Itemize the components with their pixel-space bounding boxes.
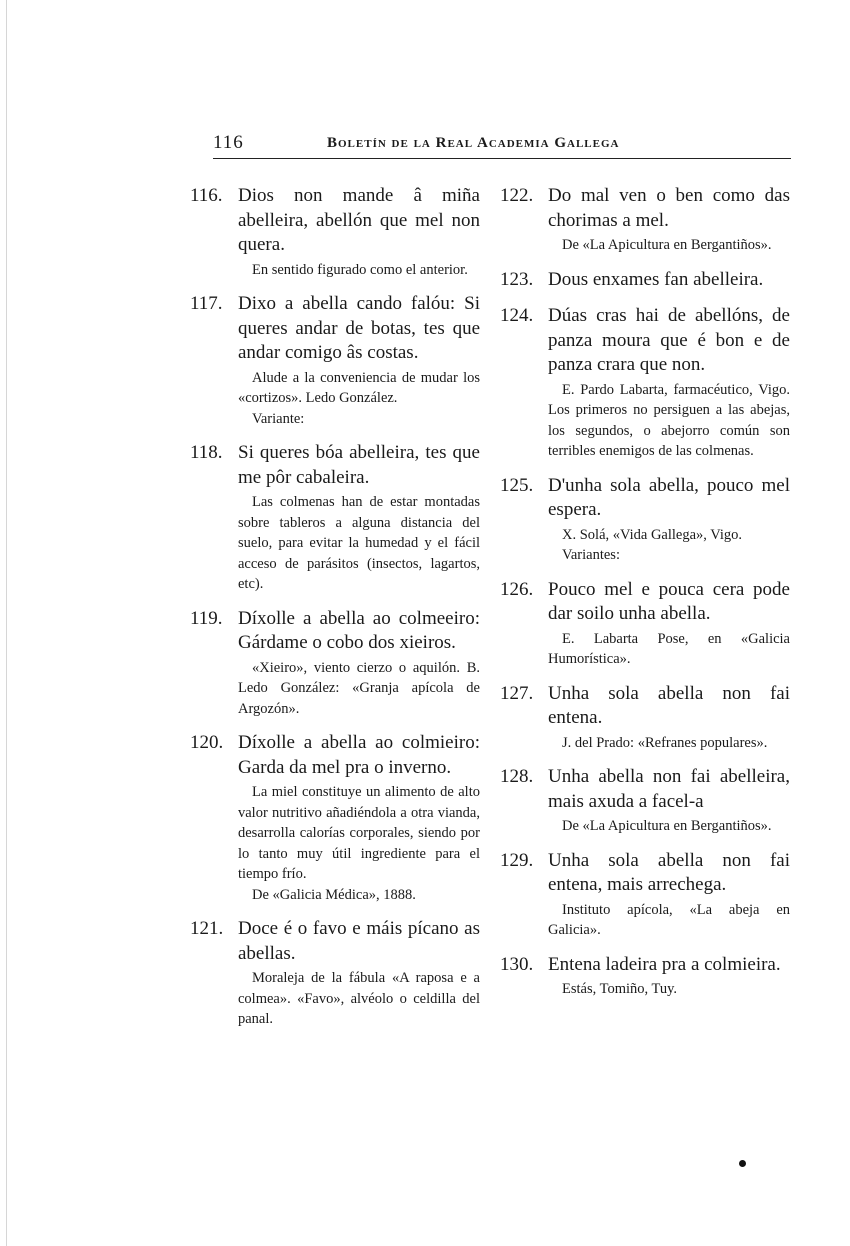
proverb-note xyxy=(190,368,480,430)
proverb-body: Pouco mel e pouca cera pode dar soilo unha abella. xyxy=(548,578,790,624)
proverb-body: Díxolle a abella ao colmeeiro: Gárdame o cobo dos xieiros. xyxy=(238,607,480,653)
proverb-number: 122. xyxy=(500,185,534,206)
right-column xyxy=(500,184,790,1012)
note-paragraph: Alude a la conveniencia de mudar los «cortizos». Ledo González. xyxy=(238,369,480,406)
proverb-note xyxy=(190,260,480,281)
note-paragraph: De «Galicia Médica», 1888. xyxy=(252,886,416,903)
proverb-number: 121. xyxy=(190,918,224,939)
proverb-entry xyxy=(190,917,480,1030)
proverb-number: 126. xyxy=(500,578,534,600)
note-paragraph: Las colmenas han de estar montadas sobre tableros a alguna distancia del suelo, para evitar la humedad y el fácil acceso de parásitos (insectos, lagartos, etc). xyxy=(238,494,480,592)
proverb-entry xyxy=(500,184,790,256)
proverb-note xyxy=(500,816,790,837)
proverb-entry xyxy=(500,953,790,1000)
proverb-number: 127. xyxy=(500,682,534,704)
note-paragraph: X. Solá, «Vida Gallega», Vigo. xyxy=(562,526,743,543)
proverb-number: 128. xyxy=(500,766,534,787)
proverb-number: 130. xyxy=(500,953,534,975)
proverb-entry xyxy=(500,578,790,670)
note-paragraph: «Xieiro», viento cierzo o aquilón. B. Ledo González: «Granja apícola de Argozón». xyxy=(238,659,480,717)
proverb-body: Doce é o favo e máis pícano as abellas. xyxy=(238,918,480,964)
proverb-body: D'unha sola abella, pouco mel espera. xyxy=(548,474,790,520)
proverb-number: 125. xyxy=(500,474,534,496)
proverb-body: Do mal ven o ben como das chorimas a mel. xyxy=(548,185,790,231)
proverb-text xyxy=(500,268,790,293)
proverb-text xyxy=(500,184,790,233)
proverb-number: 129. xyxy=(500,849,534,871)
proverb-body: Entena ladeira pra a colmieira. xyxy=(548,953,781,975)
proverb-text xyxy=(190,917,480,966)
note-paragraph: La miel constituye un alimento de alto valor nutritivo añadiéndola a otra vianda, desarrolla calorías corporales, siendo por lo tanto muy útil ingrediente para el tiempo frío. xyxy=(238,784,480,882)
note-paragraph: Variantes: xyxy=(562,547,620,563)
proverb-text xyxy=(500,765,790,814)
proverb-text xyxy=(190,441,480,490)
proverb-text xyxy=(500,304,790,378)
proverb-note xyxy=(190,968,480,1030)
proverb-note xyxy=(500,979,790,1000)
proverb-text xyxy=(190,292,480,366)
proverb-note xyxy=(190,782,480,905)
left-column xyxy=(190,184,480,1042)
proverb-note xyxy=(500,235,790,256)
proverb-number: 120. xyxy=(190,732,224,753)
page-number: 116 xyxy=(213,132,244,153)
note-paragraph: En sentido figurado como el anterior. xyxy=(252,261,468,278)
proverb-entry xyxy=(500,268,790,293)
printer-dot xyxy=(739,1160,746,1167)
note-paragraph: Instituto apícola, «La abeja en Galicia». xyxy=(548,901,790,938)
proverb-number: 124. xyxy=(500,305,534,326)
proverb-note xyxy=(190,658,480,720)
proverb-text xyxy=(190,184,480,258)
proverb-number: 119. xyxy=(190,607,223,629)
proverb-entry xyxy=(500,304,790,462)
proverb-body: Dixo a abella cando falóu: Si queres andar de botas, tes que andar comigo âs costas. xyxy=(238,293,480,363)
note-paragraph: E. Labarta Pose, en «Galicia Humorística». xyxy=(548,630,790,667)
proverb-entry xyxy=(500,474,790,566)
proverb-entry xyxy=(500,849,790,941)
proverb-body: Dios non mande â miña abelleira, abellón que mel non quera. xyxy=(238,185,480,255)
proverb-note xyxy=(500,900,790,941)
page-header xyxy=(213,132,791,159)
note-paragraph: Moraleja de la fábula «A raposa e a colmea». «Favo», alvéolo o celdilla del panal. xyxy=(238,970,480,1027)
proverb-entry xyxy=(190,184,480,280)
proverb-entry xyxy=(190,292,480,429)
proverb-entry xyxy=(500,682,790,754)
note-paragraph: E. Pardo Labarta, farmacéutico, Vigo. Los primeros no persiguen a las abejas, los segundos, o abejorro común son terribles enemigos de las colmenas. xyxy=(548,381,790,459)
proverb-body: Unha sola abella non fai entena, mais arrechega. xyxy=(548,849,790,895)
proverb-text xyxy=(190,607,480,656)
proverb-body: Si queres bóa abelleira, tes que me pôr cabaleira. xyxy=(238,442,480,488)
proverb-entry xyxy=(500,765,790,837)
proverb-number: 116. xyxy=(190,185,223,206)
running-title: Boletín de la Real Academia Gallega xyxy=(327,135,620,151)
proverb-entry xyxy=(190,441,480,595)
proverb-number: 117. xyxy=(190,293,223,314)
proverb-number: 118. xyxy=(190,442,223,463)
note-paragraph: J. del Prado: «Refranes populares». xyxy=(562,734,768,751)
binding-margin-line xyxy=(6,0,7,1246)
note-paragraph: Estás, Tomiño, Tuy. xyxy=(562,981,678,997)
proverb-body: Unha abella non fai abelleira, mais axuda a facel-a xyxy=(548,766,790,812)
proverb-body: Díxolle a abella ao colmieiro: Garda da mel pra o inverno. xyxy=(238,732,480,778)
proverb-note xyxy=(190,492,480,595)
proverb-number: 123. xyxy=(500,268,534,290)
proverb-note xyxy=(500,733,790,754)
note-paragraph: De «La Apicultura en Bergantiños». xyxy=(562,237,772,253)
proverb-text xyxy=(500,682,790,731)
proverb-text xyxy=(190,731,480,780)
note-paragraph: Variante: xyxy=(252,410,305,427)
proverb-note xyxy=(500,525,790,566)
proverb-text xyxy=(500,953,790,978)
proverb-text xyxy=(500,474,790,523)
proverb-note xyxy=(500,629,790,670)
proverb-body: Unha sola abella non fai entena. xyxy=(548,682,790,728)
proverb-note xyxy=(500,380,790,462)
proverb-body: Dúas cras hai de abellóns, de panza moura que é bon e de panza crara que non. xyxy=(548,305,790,375)
proverb-entry xyxy=(190,607,480,720)
proverb-text xyxy=(500,578,790,627)
note-paragraph: De «La Apicultura en Bergantiños». xyxy=(562,818,772,834)
proverb-entry xyxy=(190,731,480,905)
proverb-text xyxy=(500,849,790,898)
proverb-body: Dous enxames fan abelleira. xyxy=(548,268,764,290)
